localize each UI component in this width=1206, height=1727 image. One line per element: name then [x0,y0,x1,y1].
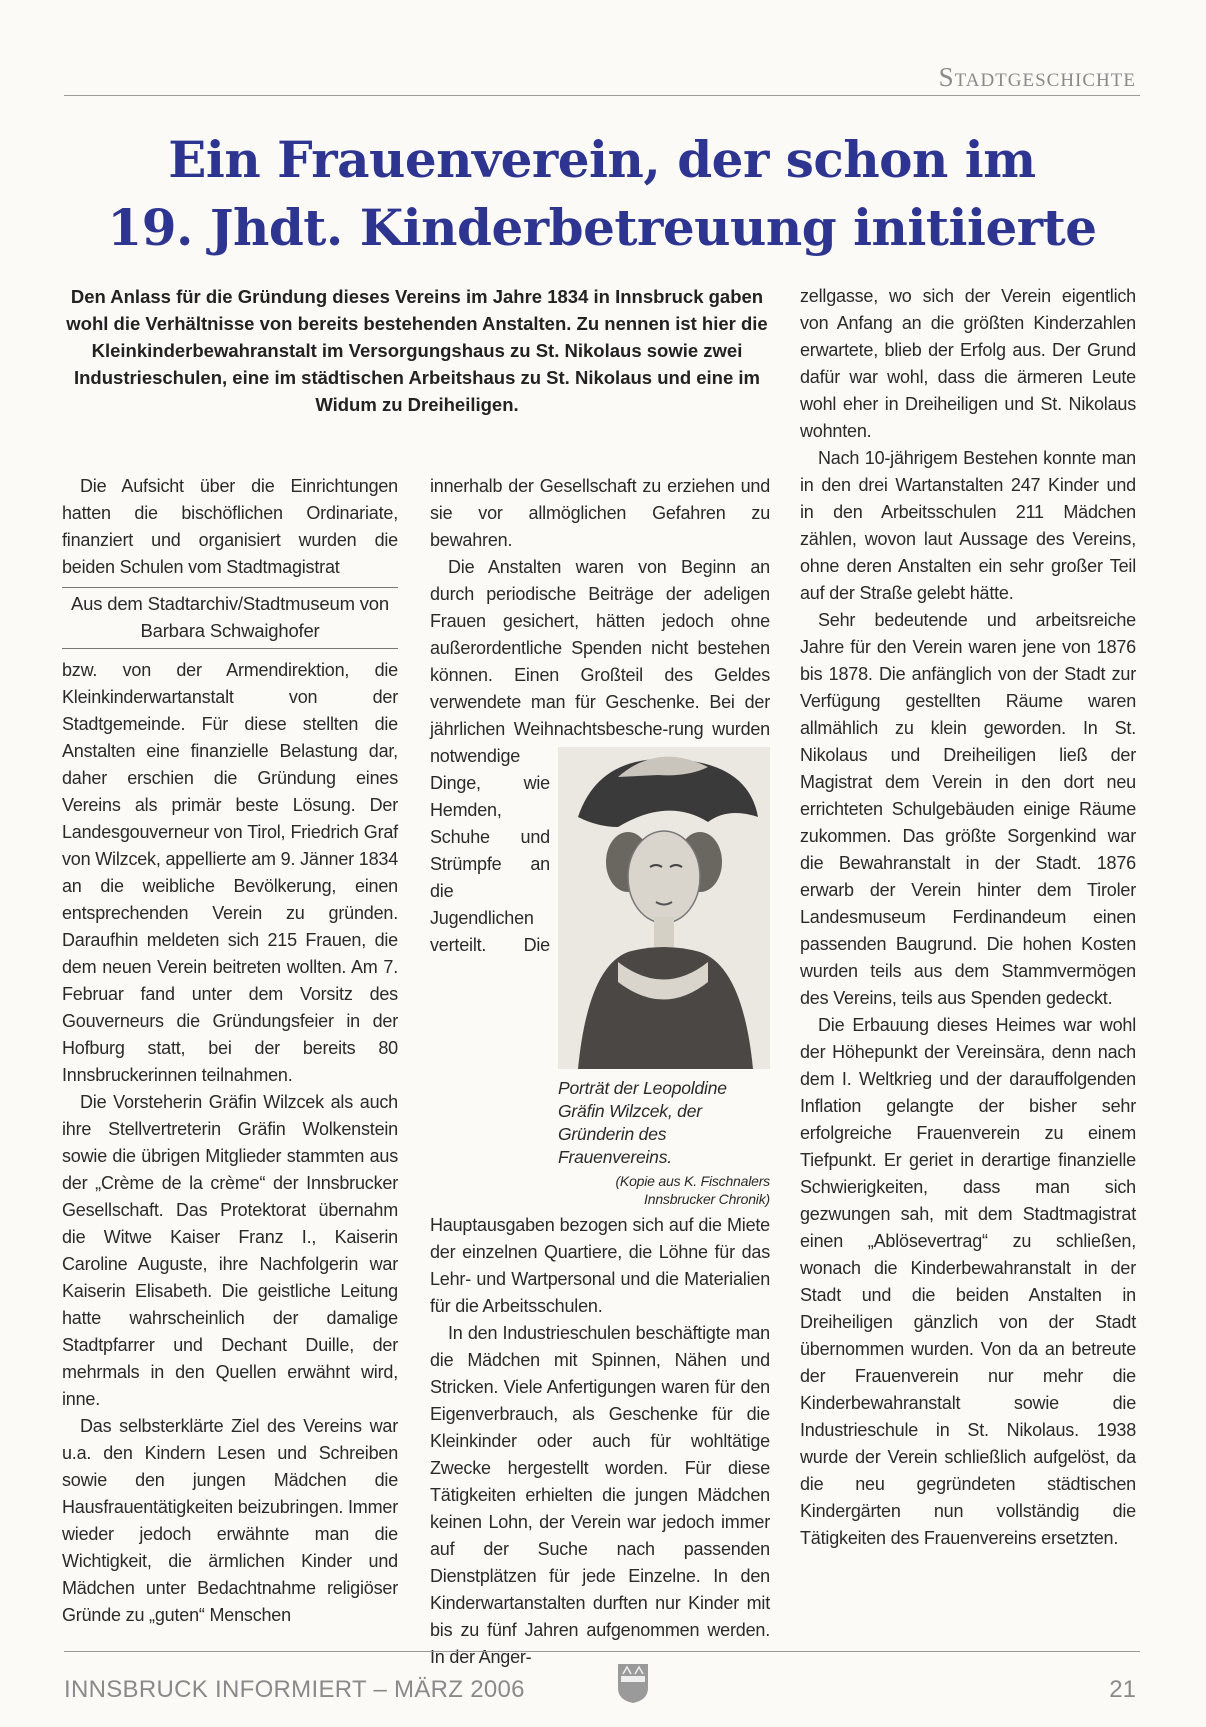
column-1 [62,473,398,1629]
paragraph: In den Industrieschulen beschäftigte man die Mädchen mit Spinnen, Nähen und Stricken. Viele Anfertigungen waren für den Eigenverbrauch, als Geschenke für die Kleinkinder oder auch für wohltätige Zwecke hergestellt worden. Für diese Tätigkeiten erhielten die jungen Mädchen keinen Lohn, der Verein war jedoch immer auf der Suche nach passenden Dienstplätzen für jede Einzelne. In den Kinderwartanstalten durften nur Kinder mit bis zu fünf Jahren aufgenommen werden. In der Anger- [430,1323,770,1667]
author-byline: Aus dem Stadtarchiv/Stadtmuseum von Barbara Schwaighofer [62,587,398,649]
paragraph: Das selbsterklärte Ziel des Vereins war u.a. den Kindern Lesen und Schreiben sowie den jungen Mädchen die Hausfrauentätigkeiten beizubringen. Immer wieder jedoch erwähnte man die Wichtigkeit, die ärmlichen Kinder und Mädchen unter Bedachtnahme religiöser Gründe zu „guten“ Menschen [62,1416,398,1625]
portrait-figure [558,747,770,1208]
paragraph: zellgasse, wo sich der Verein eigentlich von Anfang an die größten Kinderzahlen erwartete, blieb der Erfolg aus. Der Grund dafür war wohl, dass die ärmeren Leute wohl eher in Dreiheiligen und St. Nikolaus wohnten. [800,286,1136,441]
paragraph: Sehr bedeutende und arbeitsreiche Jahre für den Verein waren jene von 1876 bis 1878. Die anfänglich von der Stadt zur Verfügung gestellten Räume waren allmählich zu klein geworden. In St. Nikolaus und Dreiheiligen ließ der Magistrat dem Verein in den dort neu errichteten Schulgebäuden einige Räume zukommen. Das größte Sorgenkind war die Bewahranstalt in der Stadt. 1876 erwarb der Verein hinter dem Tiroler Landesmuseum Ferdinandeum einen passenden Baugrund. Die hohen Kosten wurden teils aus dem Stammvermögen des Vereins, teils aus Spenden gedeckt. [800,610,1136,1008]
paragraph: Die Erbauung dieses Heimes war wohl der Höhepunkt der Vereinsära, denn nach dem I. Weltkrieg und der darauffolgenden Inflation gelangte der bisher sehr erfolgreiche Frauenverein zu einem Tiefpunkt. Er geriet in derartige finanzielle Schwierigkeiten, dass man sich gezwungen sah, mit dem Stadtmagistrat einen „Ablösevertrag“ zu schließen, wonach die Kinderbewahranstalt in der Stadt und die beiden Anstalten in Dreiheiligen gänzlich von der Stadt übernommen wurden. Von da an betreute der Frauenverein nur mehr die Kinderbewahranstalt sowie die Industrieschule in St. Nikolaus. 1938 wurde der Verein schließlich aufgelöst, da die neu gegründeten städtischen Kindergärten nun vollständig die Tätigkeiten des Frauenvereins ersetzten. [800,1015,1136,1548]
footer-rule [64,1651,1140,1652]
paragraph-part: Die Anstalten waren von Beginn an durch periodische Beiträge der adeligen Frauen gesichert, hätten jedoch ohne außerordentliche Spenden nicht bestehen können. Einen Großteil des Geldes verwendete man für Geschenke. Bei der jährlichen Weihnachtsbesche- [430,557,770,739]
city-crest-logo [617,1662,649,1704]
paragraph: Die Vorsteherin Gräfin Wilzcek als auch ihre Stellvertreterin Gräfin Wolkenstein sowie die übrigen Mitglieder stammten aus der „Crème de la crème“ der Innsbrucker Gesellschaft. Das Protektorat übernahm die Witwe Kaiser Franz I., Kaiserin Caroline Auguste, ihre Nachfolgerin war Kaiserin Elisabeth. Die geistliche Leitung hatte wahrscheinlich der damalige Stadtpfarrer und Dechant Duille, der mehrmals in den Quellen erwähnt wird, inne. [62,1092,398,1409]
portrait-image [558,747,770,1069]
paragraph: Nach 10-jährigem Bestehen konnte man in den drei Wartanstalten 247 Kinder und in den Arbeitsschulen 211 Mädchen zählen, wovon laut Aussage des Vereins, ohne deren Anstalten ein sehr großer Teil auf der Straße gelebt hätte. [800,448,1136,603]
paragraph-part: rung wurden notwendige Dinge, wie Hemden, Schuhe und Strümpfe an die Jugendlichen verteilt. Die Hauptausgaben bezogen sich auf die Miete der einzelnen Quartiere, die Löhne für das Lehr- und Wartpersonal und die Materialien für die Arbeitsschulen. [430,719,770,1316]
article-title [64,126,1140,262]
title-line-1: Ein Frauenverein, der schon im [168,130,1036,189]
column-2 [430,473,770,1671]
page-number: 21 [1109,1676,1136,1703]
figure-caption: Porträt der Leopoldine Gräfin Wilzcek, der Gründerin des Frauenvereins. [558,1078,727,1167]
paragraph [430,554,770,1320]
column-3 [800,283,1136,1552]
article-lead: Den Anlass für die Gründung dieses Vereins im Jahre 1834 in Innsbruck gaben wohl die Verhältnisse von bereits bestehenden Anstalten. Zu nennen ist hier die Kleinkinderbewahranstalt im Versorgungshaus zu St. Nikolaus sowie zwei Industrieschulen, eine im städtischen Arbeitshaus zu St. Nikolaus und eine im Widum zu Dreiheiligen. [66,286,768,415]
publication-name: INNSBRUCK INFORMIERT – MÄRZ 2006 [64,1676,525,1703]
paragraph: innerhalb der Gesellschaft zu erziehen und sie vor allmöglichen Gefahren zu bewahren. [430,476,770,550]
header-rule [64,95,1140,96]
figure-credit: (Kopie aus K. Fischnalers Innsbrucker Chronik) [615,1173,770,1207]
paragraph: bzw. von der Armendirektion, die Kleinkinderwartanstalt von der Stadtgemeinde. Für diese stellten die Anstalten eine finanzielle Belastung dar, daher erschien die Gründung eines Vereins als primär beste Lösung. Der Landesgouverneur von Tirol, Friedrich Graf von Wilzcek, appellierte am 9. Jänner 1834 an die weibliche Bevölkerung, einen entsprechenden Verein zu gründen. Daraufhin meldeten sich 215 Frauen, die dem neuen Verein beitreten wollten. Am 7. Februar fand unter dem Vorsitz des Gouverneurs die Gründungsfeier in der Hofburg statt, bei der bereits 80 Innsbruckerinnen teilnahmen. [62,660,398,1085]
title-line-2: 19. Jhdt. Kinderbetreuung initiierte [107,198,1097,257]
paragraph: Die Aufsicht über die Einrichtungen hatten die bischöflichen Ordinariate, finanziert und organisiert wurden die beiden Schulen vom Stadtmagistrat [62,476,398,577]
section-label: Stadtgeschichte [938,62,1136,92]
